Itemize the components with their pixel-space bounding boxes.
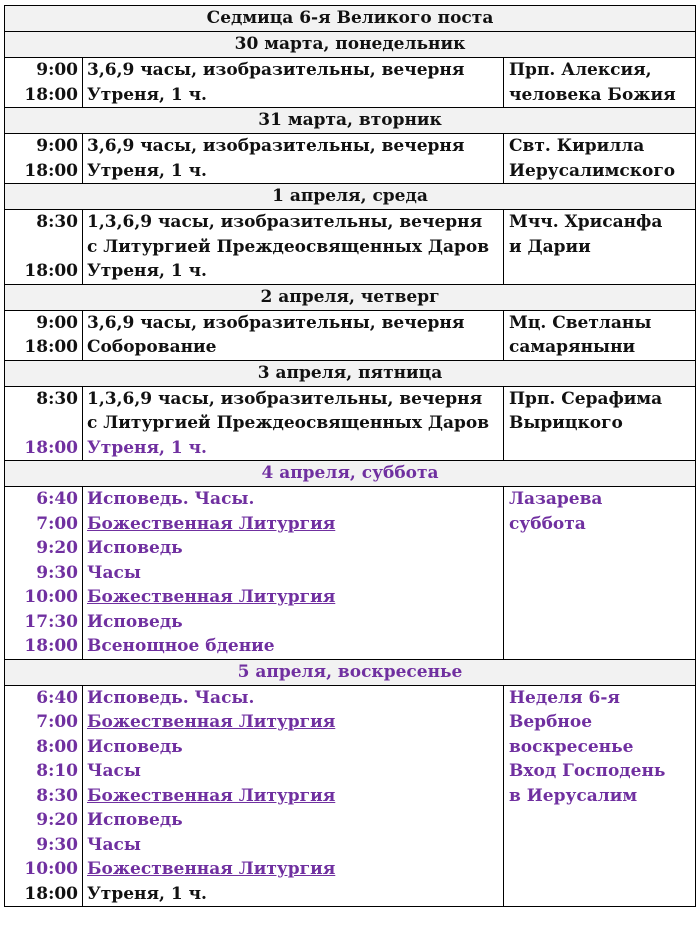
commemoration-line: человека Божия xyxy=(509,84,676,105)
schedule-table xyxy=(4,5,696,907)
day-date: 4 апреля, суббота xyxy=(5,461,696,487)
day-header-row xyxy=(5,284,696,310)
day-header-row xyxy=(5,360,696,386)
service-time: 8:00 xyxy=(36,736,78,757)
commemoration-line: Вход Господень xyxy=(509,761,666,781)
services-cell xyxy=(83,487,504,660)
times-cell xyxy=(5,685,83,907)
day-schedule-row xyxy=(5,386,696,461)
commemoration-cell xyxy=(504,58,696,108)
week-title: Седмица 6-я Великого поста xyxy=(5,6,696,32)
times-cell xyxy=(5,210,83,285)
service-time: 7:00 xyxy=(36,513,78,534)
service-time: 9:00 xyxy=(36,312,78,333)
times-cell xyxy=(5,386,83,461)
service-name: Часы xyxy=(87,562,141,583)
commemoration-line: Неделя 6-я xyxy=(509,687,620,708)
commemoration-cell xyxy=(504,386,696,461)
commemoration-line: суббота xyxy=(509,513,586,534)
commemoration-line: Иерусалимского xyxy=(509,160,676,181)
commemoration-cell xyxy=(504,310,696,360)
service-time: 18:00 xyxy=(24,337,78,357)
services-cell xyxy=(83,386,504,461)
services-cell xyxy=(83,58,504,108)
services-cell xyxy=(83,685,504,907)
service-time: 6:40 xyxy=(36,687,78,708)
service-name: Утреня, 1 ч. xyxy=(87,160,207,181)
service-time: 9:30 xyxy=(36,834,78,855)
day-header-row xyxy=(5,108,696,134)
day-schedule-row xyxy=(5,310,696,360)
service-time: 9:00 xyxy=(36,136,78,156)
service-time: 6:40 xyxy=(36,489,78,509)
day-header-row xyxy=(5,461,696,487)
commemoration-line: и Дарии xyxy=(509,236,591,257)
liturgy-link[interactable]: Божественная Литургия xyxy=(87,712,336,732)
service-time: 10:00 xyxy=(24,859,78,879)
day-schedule-row xyxy=(5,487,696,660)
service-name: Часы xyxy=(87,761,141,781)
day-date: 31 марта, вторник xyxy=(5,108,696,134)
service-name: Утреня, 1 ч. xyxy=(87,883,207,904)
service-time: 18:00 xyxy=(24,261,78,281)
day-schedule-row xyxy=(5,210,696,285)
service-name: Исповедь. Часы. xyxy=(87,687,255,708)
service-name: Утреня, 1 ч. xyxy=(87,437,207,458)
commemoration-line: Вырицкого xyxy=(509,413,623,433)
service-time: 18:00 xyxy=(24,437,78,458)
service-name: 3,6,9 часы, изобразительны, вечерня xyxy=(87,60,465,80)
service-name: Утреня, 1 ч. xyxy=(87,84,207,105)
service-name: Исповедь xyxy=(87,736,183,757)
commemoration-line: Мчч. Хрисанфа xyxy=(509,212,663,232)
service-name: 1,3,6,9 часы, изобразительны, вечерня xyxy=(87,388,483,409)
day-date: 1 апреля, среда xyxy=(5,184,696,210)
liturgy-link[interactable]: Божественная Литургия xyxy=(87,859,336,879)
commemoration-line: Мц. Светланы xyxy=(509,312,652,333)
day-header-row xyxy=(5,32,696,58)
service-name: Часы xyxy=(87,834,141,855)
times-cell xyxy=(5,310,83,360)
day-date: 2 апреля, четверг xyxy=(5,284,696,310)
day-header-row xyxy=(5,659,696,685)
times-cell xyxy=(5,134,83,184)
service-time: 18:00 xyxy=(24,636,78,656)
service-name: Исповедь. Часы. xyxy=(87,489,255,509)
service-time: 10:00 xyxy=(24,587,78,607)
service-name: 1,3,6,9 часы, изобразительны, вечерня xyxy=(87,212,483,232)
commemoration-cell xyxy=(504,685,696,907)
services-cell xyxy=(83,210,504,285)
commemoration-cell xyxy=(504,134,696,184)
day-schedule-row xyxy=(5,58,696,108)
day-header-row xyxy=(5,184,696,210)
service-name: Всенощное бдение xyxy=(87,636,275,656)
commemoration-line: в Иерусалим xyxy=(509,785,638,806)
commemoration-line: Лазарева xyxy=(509,489,603,509)
service-time: 9:20 xyxy=(36,538,78,558)
service-time: 18:00 xyxy=(24,160,78,181)
commemoration-line: Свт. Кирилла xyxy=(509,136,645,156)
service-name: Соборование xyxy=(87,337,217,357)
service-time: 7:00 xyxy=(36,712,78,732)
service-time: 8:30 xyxy=(36,388,78,409)
service-time: 9:00 xyxy=(36,60,78,80)
service-name: Исповедь xyxy=(87,538,183,558)
commemoration-line: самаряныни xyxy=(509,337,636,357)
liturgy-link[interactable]: Божественная Литургия xyxy=(87,587,336,607)
services-cell xyxy=(83,310,504,360)
day-date: 30 марта, понедельник xyxy=(5,32,696,58)
service-name: Утреня, 1 ч. xyxy=(87,261,207,281)
service-time: 8:30 xyxy=(36,212,78,232)
services-cell xyxy=(83,134,504,184)
day-date: 5 апреля, воскресенье xyxy=(5,659,696,685)
times-cell xyxy=(5,487,83,660)
service-time: 8:10 xyxy=(36,761,78,781)
service-time: 17:30 xyxy=(24,611,78,632)
commemoration-line: Вербное xyxy=(509,712,593,732)
service-name: 3,6,9 часы, изобразительны, вечерня xyxy=(87,312,465,333)
service-name: с Литургией Преждеосвященных Даров xyxy=(87,413,490,433)
service-time: 18:00 xyxy=(24,883,78,904)
service-name: с Литургией Преждеосвященных Даров xyxy=(87,236,490,257)
liturgy-link[interactable]: Божественная Литургия xyxy=(87,785,336,806)
service-time: 9:20 xyxy=(36,810,78,830)
liturgy-link[interactable]: Божественная Литургия xyxy=(87,513,336,534)
service-time: 18:00 xyxy=(24,84,78,105)
times-cell xyxy=(5,58,83,108)
service-name: Исповедь xyxy=(87,611,183,632)
service-name: Исповедь xyxy=(87,810,183,830)
week-title-row xyxy=(5,6,696,32)
day-schedule-row xyxy=(5,134,696,184)
service-time xyxy=(9,411,78,436)
commemoration-line: Прп. Алексия, xyxy=(509,60,652,80)
service-time: 9:30 xyxy=(36,562,78,583)
day-schedule-row xyxy=(5,685,696,907)
service-time xyxy=(9,235,78,260)
commemoration-line: воскресенье xyxy=(509,736,634,757)
service-time: 8:30 xyxy=(36,785,78,806)
day-date: 3 апреля, пятница xyxy=(5,360,696,386)
commemoration-cell xyxy=(504,487,696,660)
commemoration-cell xyxy=(504,210,696,285)
service-name: 3,6,9 часы, изобразительны, вечерня xyxy=(87,136,465,156)
commemoration-line: Прп. Серафима xyxy=(509,388,663,409)
